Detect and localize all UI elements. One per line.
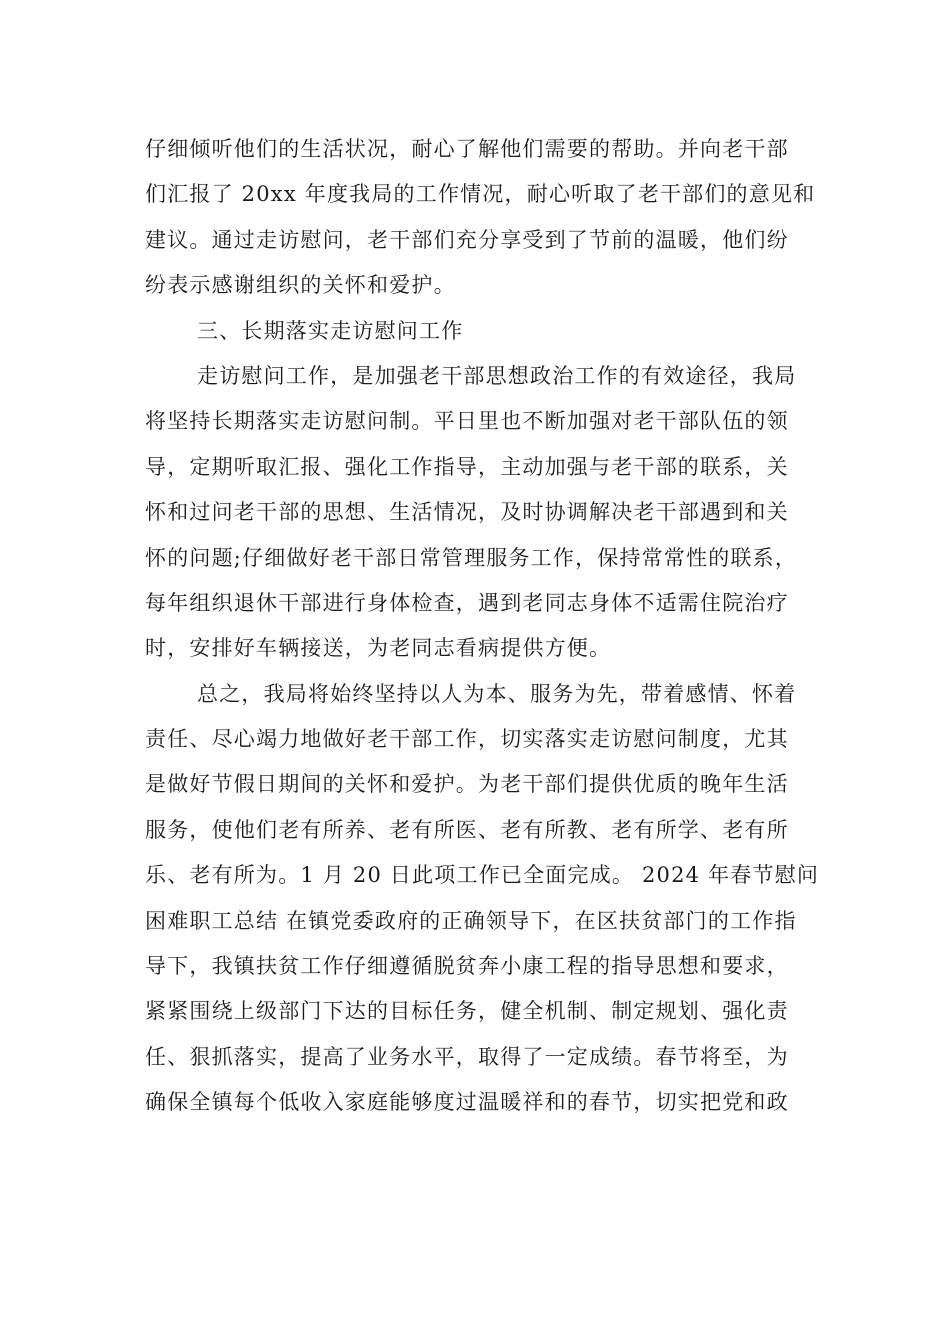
text-line: 建议。通过走访慰问，老干部们充分享受到了节前的温暖，他们纷	[145, 227, 789, 252]
text-line: 走访慰问工作，是加强老干部思想政治工作的有效途径，我局	[197, 363, 797, 388]
text-line: 总之，我局将始终坚持以人为本、服务为先，带着感情、怀着	[197, 681, 797, 706]
text-line: 怀的问题;仔细做好老干部日常管理服务工作，保持常常性的联系，	[145, 545, 798, 570]
section-heading: 三、长期落实走访慰问工作	[197, 318, 464, 343]
text-line: 纷表示感谢组织的关怀和爱护。	[145, 273, 456, 298]
text-line: 时，安排好车辆接送，为老同志看病提供方便。	[145, 636, 612, 661]
text-line: 服务，使他们老有所养、老有所医、老有所教、老有所学、老有所	[145, 817, 789, 842]
text-line: 将坚持长期落实走访慰问制。平日里也不断加强对老干部队伍的领	[145, 409, 789, 434]
text-line: 紧紧围绕上级部门下达的目标任务，健全机制、制定规划、强化责	[145, 999, 789, 1024]
text-line: 是做好节假日期间的关怀和爱护。为老干部们提供优质的晚年生活	[145, 772, 789, 797]
text-line: 确保全镇每个低收入家庭能够度过温暖祥和的春节，切实把党和政	[145, 1090, 789, 1115]
text-line: 导下，我镇扶贫工作仔细遵循脱贫奔小康工程的指导思想和要求，	[145, 954, 789, 979]
text-line: 任、狠抓落实，提高了业务水平，取得了一定成绩。春节将至，为	[145, 1044, 789, 1069]
text-line: 怀和过问老干部的思想、生活情况，及时协调解决老干部遇到和关	[145, 500, 789, 525]
text-line: 困难职工总结 在镇党委政府的正确领导下，在区扶贫部门的工作指	[145, 908, 797, 933]
document-body	[145, 127, 820, 1126]
text-line: 乐、老有所为。1 月 20 日此项工作已全面完成。 2024 年春节慰问	[145, 863, 820, 888]
text-line: 每年组织退休干部进行身体检查，遇到老同志身体不适需住院治疗	[145, 590, 789, 615]
text-line: 仔细倾听他们的生活状况，耐心了解他们需要的帮助。并向老干部	[145, 137, 789, 161]
text-line: 责任、尽心竭力地做好老干部工作，切实落实走访慰问制度，尤其	[145, 727, 789, 752]
text-line: 导，定期听取汇报、强化工作指导，主动加强与老干部的联系，关	[145, 454, 789, 479]
text-line: 们汇报了 20xx 年度我局的工作情况，耐心听取了老干部们的意见和	[145, 182, 816, 207]
